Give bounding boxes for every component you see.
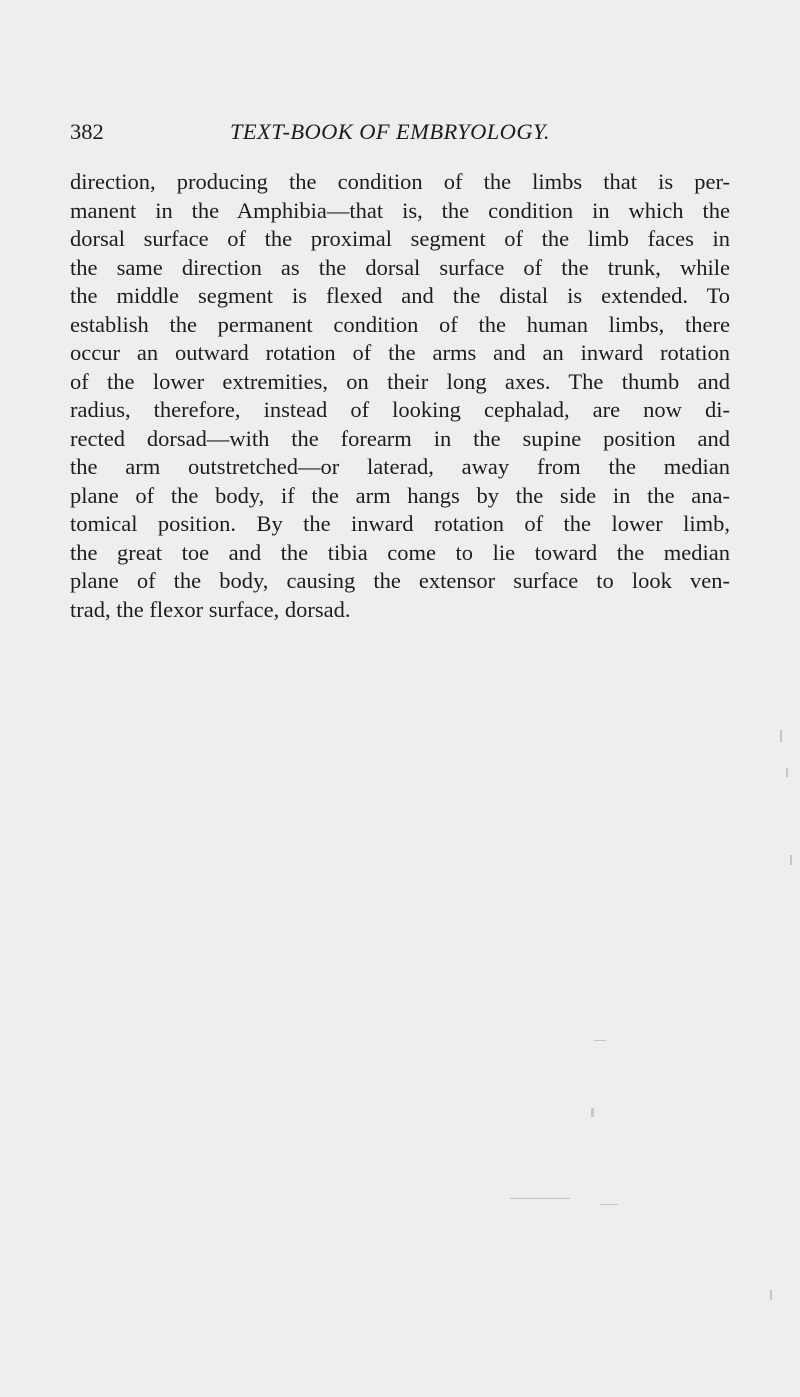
scan-speck bbox=[600, 1204, 618, 1205]
text-line: of the lower extremities, on their long axes. The thumb and bbox=[70, 368, 730, 394]
text-line: the same direction as the dorsal surface of the trunk, while bbox=[70, 254, 730, 280]
text-line: the middle segment is flexed and the distal is extended. To bbox=[70, 283, 730, 308]
scan-speck bbox=[790, 855, 792, 865]
text-line: the arm outstretched—or laterad, away from the median bbox=[70, 454, 730, 479]
page-number: 382 bbox=[70, 119, 104, 144]
scan-speck bbox=[780, 730, 782, 742]
text-line: trad, the flexor surface, dorsad. bbox=[70, 596, 351, 622]
text-line: occur an outward rotation of the arms and an inward rotation bbox=[70, 340, 730, 365]
text-line: plane of the body, if the arm hangs by the side in the ana- bbox=[70, 482, 730, 508]
body-paragraph bbox=[70, 168, 730, 624]
scan-speck bbox=[591, 1108, 594, 1117]
scan-speck bbox=[786, 768, 788, 777]
running-title: TEXT-BOOK OF EMBRYOLOGY. bbox=[230, 119, 550, 144]
text-line: radius, therefore, instead of looking cephalad, are now di- bbox=[70, 397, 730, 422]
scan-speck bbox=[770, 1290, 772, 1300]
text-line: plane of the body, causing the extensor surface to look ven- bbox=[70, 568, 730, 593]
text-line: manent in the Amphibia—that is, the condition in which the bbox=[70, 197, 730, 223]
text-line: rected dorsad—with the forearm in the supine position and bbox=[70, 425, 730, 451]
scan-speck bbox=[510, 1198, 570, 1199]
text-line: tomical position. By the inward rotation of the lower limb, bbox=[70, 511, 730, 536]
running-head bbox=[70, 119, 730, 149]
scan-speck bbox=[594, 1040, 606, 1041]
text-line: dorsal surface of the proximal segment of the limb faces in bbox=[70, 226, 730, 251]
text-line: establish the permanent condition of the human limbs, there bbox=[70, 311, 730, 337]
text-line: direction, producing the condition of the limbs that is per- bbox=[70, 169, 730, 194]
text-line: the great toe and the tibia come to lie toward the median bbox=[70, 539, 730, 565]
